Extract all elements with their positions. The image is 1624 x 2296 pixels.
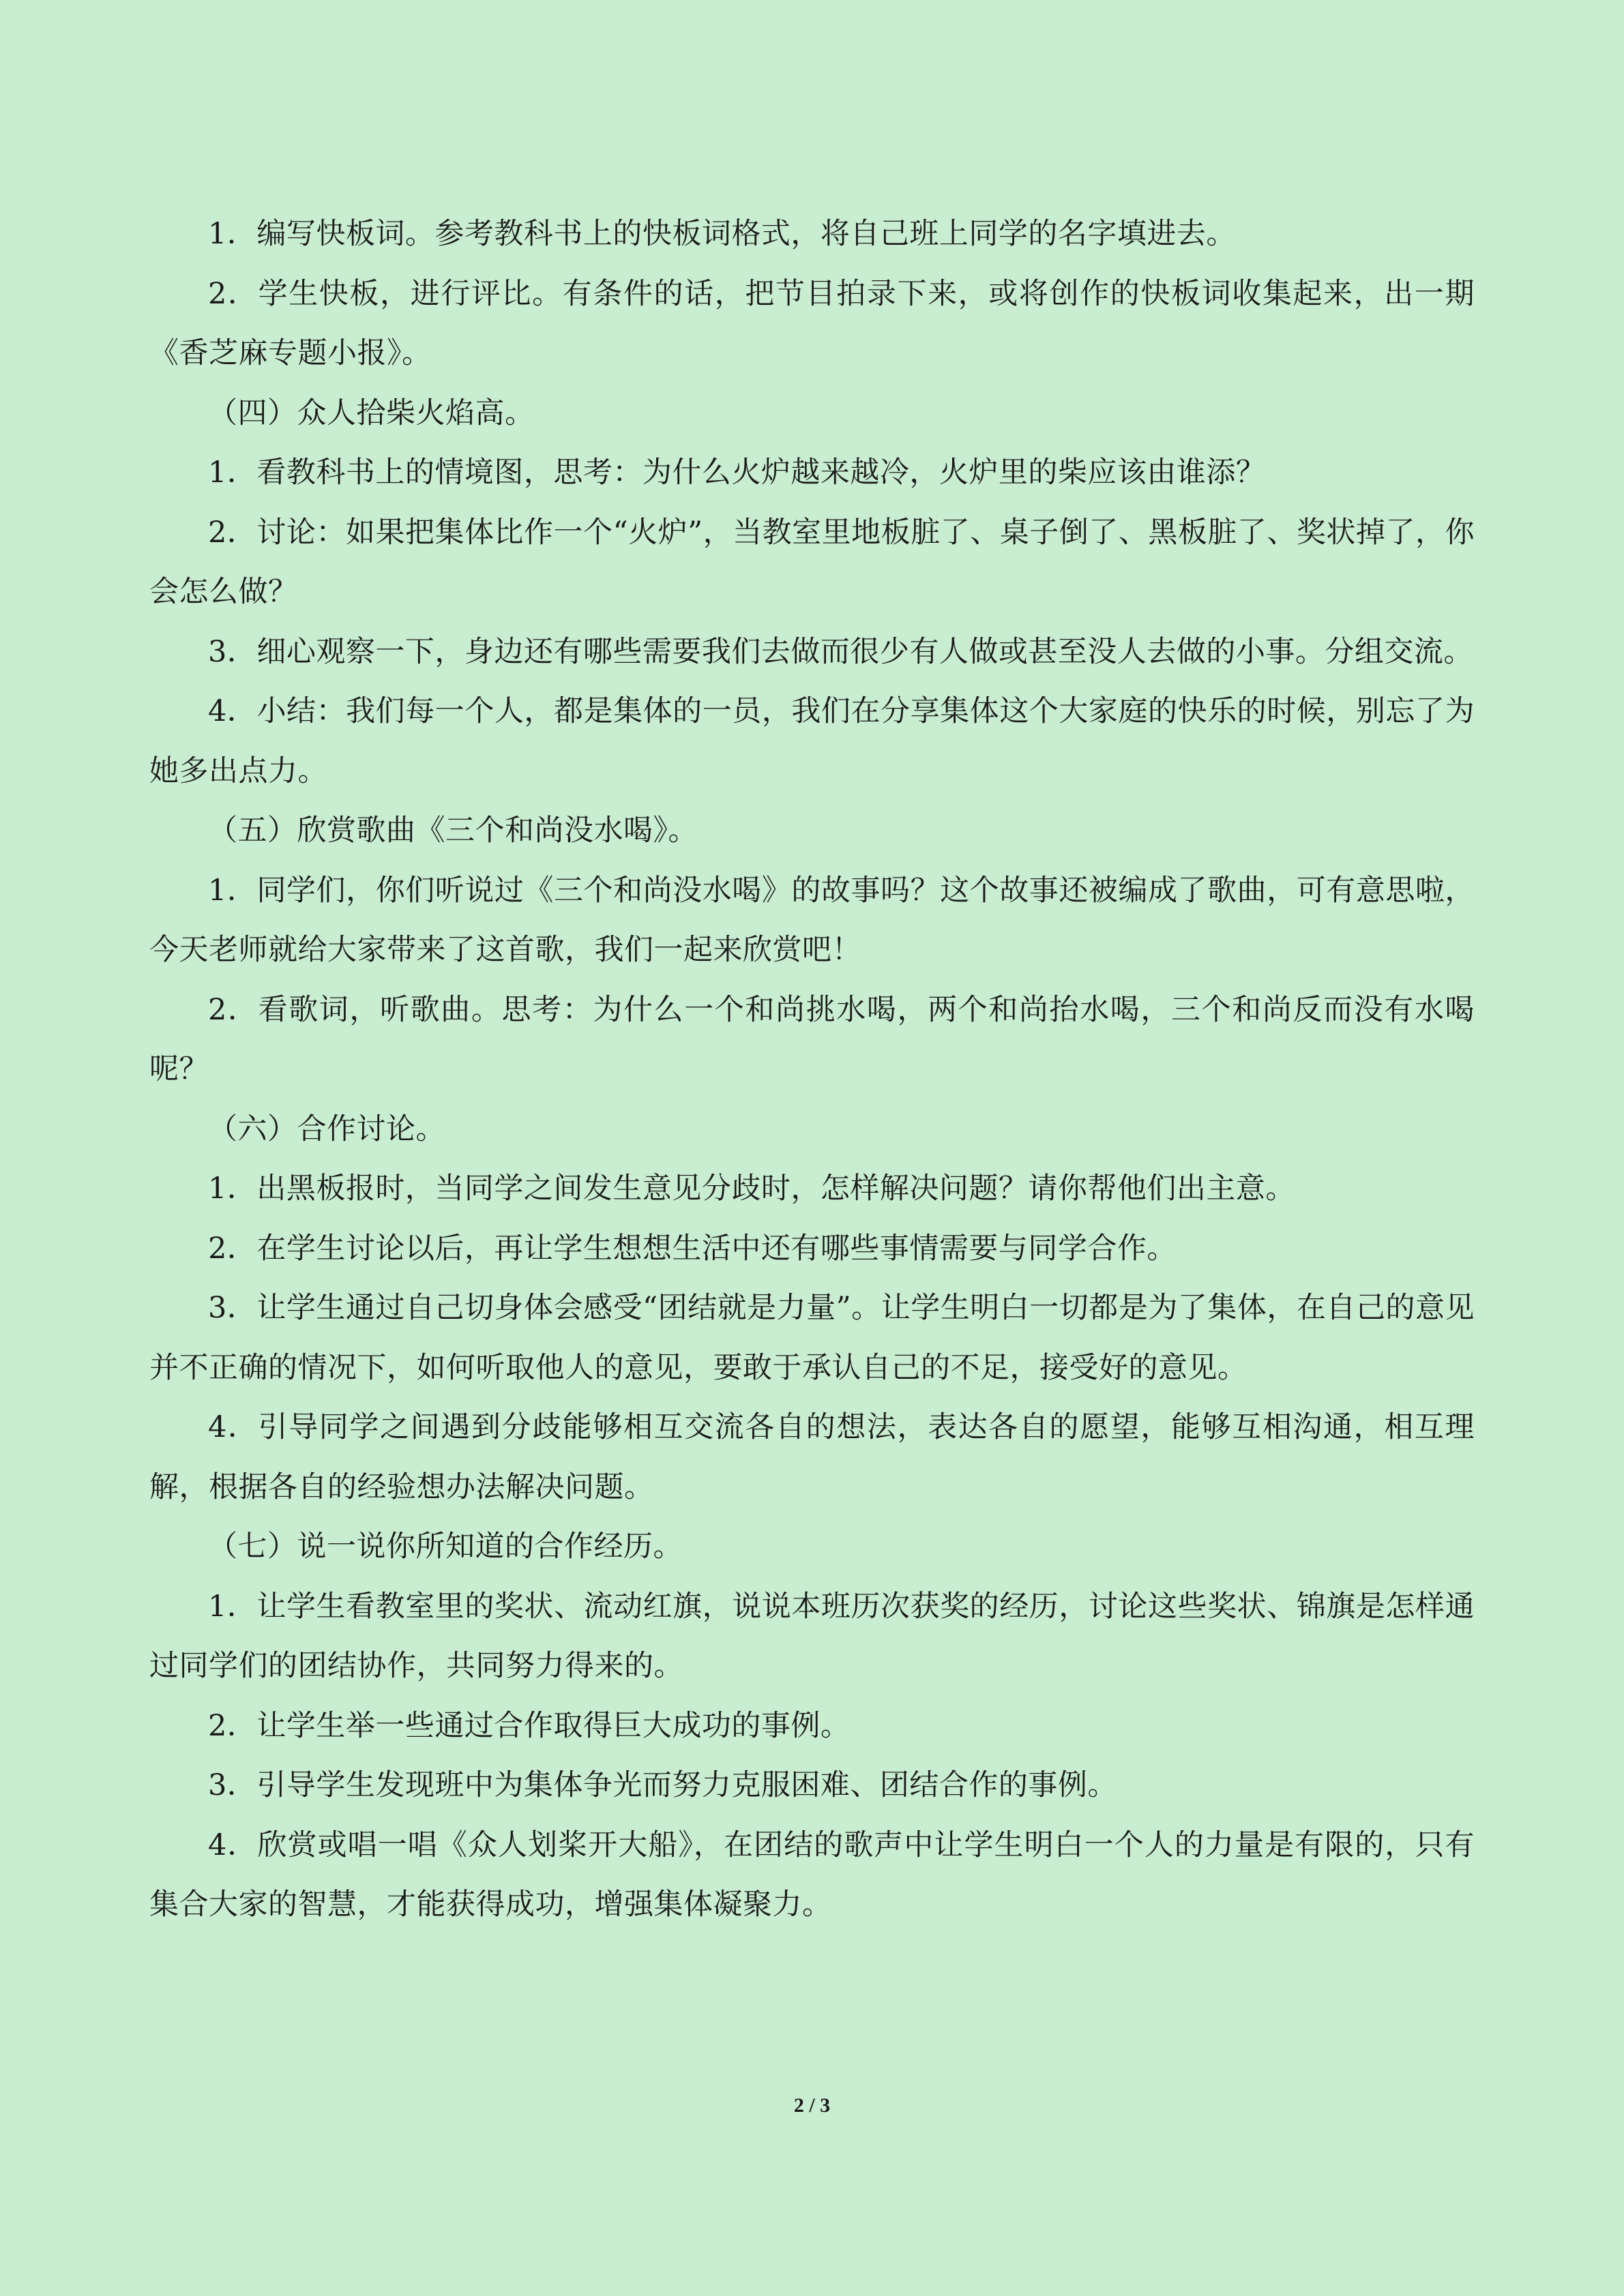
page-number: 2 / 3 <box>793 2094 831 2117</box>
paragraph: 2．讨论：如果把集体比作一个“火炉”，当教室里地板脏了、桌子倒了、黑板脏了、奖状掉了，你会怎么做？ <box>149 515 1475 609</box>
paragraph: 3．让学生通过自己切身体会感受“团结就是力量”。让学生明白一切都是为了集体，在自己的意见并不正确的情况下，如何听取他人的意见，要敢于承认自己的不足，接受好的意见。 <box>149 1291 1475 1385</box>
paragraph: 3．引导学生发现班中为集体争光而努力克服困难、团结合作的事例。 <box>208 1768 1117 1802</box>
paragraph: 2．在学生讨论以后，再让学生想想生活中还有哪些事情需要与同学合作。 <box>208 1231 1177 1266</box>
paragraph: 3．细心观察一下，身边还有哪些需要我们去做而很少有人做或甚至没人去做的小事。分组交流。 <box>208 634 1473 669</box>
paragraph: 1．让学生看教室里的奖状、流动红旗，说说本班历次获奖的经历，讨论这些奖状、锦旗是怎样通过同学们的团结协作，共同努力得来的。 <box>149 1589 1475 1683</box>
paragraph: 1．编写快板词。参考教科书上的快板词格式，将自己班上同学的名字填进去。 <box>208 217 1236 251</box>
document-body <box>149 205 1475 1935</box>
paragraph: 2．让学生举一些通过合作取得巨大成功的事例。 <box>208 1708 851 1743</box>
section-heading: （五）欣赏歌曲《三个和尚没水喝》。 <box>208 814 698 848</box>
paragraph: 4．小结：我们每一个人，都是集体的一员，我们在分享集体这个大家庭的快乐的时候，别忘了为她多出点力。 <box>149 694 1475 788</box>
paragraph: 1．看教科书上的情境图，思考：为什么火炉越来越冷，火炉里的柴应该由谁添？ <box>208 456 1266 490</box>
section-heading: （七）说一说你所知道的合作经历。 <box>208 1530 683 1564</box>
paragraph: 2．学生快板，进行评比。有条件的话，把节目拍录下来，或将创作的快板词收集起来，出一期《香芝麻专题小报》。 <box>149 276 1475 370</box>
paragraph: 4．欣赏或唱一唱《众人划桨开大船》，在团结的歌声中让学生明白一个人的力量是有限的，只有集合大家的智慧，才能获得成功，增强集体凝聚力。 <box>149 1828 1475 1922</box>
section-heading: （六）合作讨论。 <box>208 1112 445 1146</box>
paragraph: 1．出黑板报时，当同学之间发生意见分歧时，怎样解决问题？请你帮他们出主意。 <box>208 1172 1295 1206</box>
paragraph: 4．引导同学之间遇到分歧能够相互交流各自的想法，表达各自的愿望，能够互相沟通，相互理解，根据各自的经验想办法解决问题。 <box>149 1410 1475 1504</box>
section-heading: （四）众人拾柴火焰高。 <box>208 396 535 430</box>
paragraph: 2．看歌词，听歌曲。思考：为什么一个和尚挑水喝，两个和尚抬水喝，三个和尚反而没有水喝呢？ <box>149 992 1475 1086</box>
paragraph: 1．同学们，你们听说过《三个和尚没水喝》的故事吗？这个故事还被编成了歌曲，可有意思啦，今天老师就给大家带来了这首歌，我们一起来欣赏吧！ <box>149 873 1475 967</box>
